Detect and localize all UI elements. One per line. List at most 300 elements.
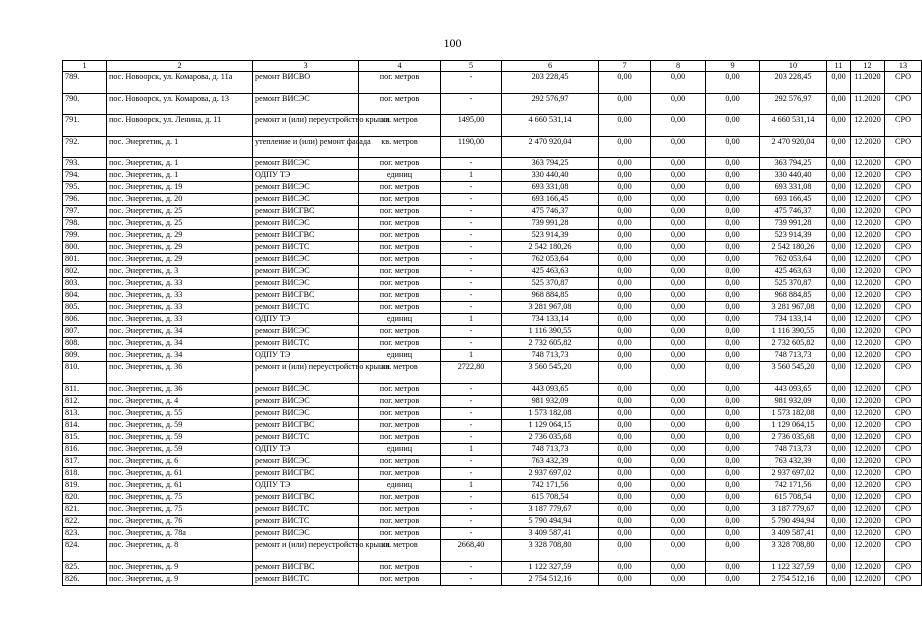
other-cell: 0,00 — [827, 254, 851, 266]
fund-cell: 0,00 — [651, 72, 706, 94]
deadline-cell: 12.2020 — [851, 395, 885, 407]
unit-cell: пог. метров — [359, 242, 441, 254]
fund-cell: 0,00 — [651, 362, 706, 384]
cost-cell: 748 713,73 — [502, 443, 599, 455]
volume-cell: - — [441, 431, 502, 443]
method-cell: СРО — [885, 491, 922, 503]
cost-cell: 615 708,54 — [502, 491, 599, 503]
cost-cell: 203 228,45 — [502, 72, 599, 94]
volume-cell: - — [441, 194, 502, 206]
volume-cell: - — [441, 419, 502, 431]
fund-cell: 0,00 — [599, 158, 651, 170]
fund-cell: 0,00 — [599, 338, 651, 350]
method-cell: СРО — [885, 182, 922, 194]
volume-cell: - — [441, 491, 502, 503]
work-type-cell: ремонт ВИСЭС — [253, 194, 359, 206]
total-cell: 292 576,97 — [760, 93, 827, 115]
volume-cell: 1 — [441, 443, 502, 455]
row-number-cell: 805. — [63, 302, 107, 314]
fund-cell: 0,00 — [706, 479, 760, 491]
fund-cell: 0,00 — [651, 136, 706, 158]
method-cell: СРО — [885, 407, 922, 419]
fund-cell: 0,00 — [706, 467, 760, 479]
table-row — [63, 242, 922, 254]
address-cell: пос. Энергетик, д. 59 — [107, 419, 253, 431]
total-cell: 739 991,28 — [760, 218, 827, 230]
address-cell: пос. Энергетик, д. 33 — [107, 314, 253, 326]
deadline-cell: 12.2020 — [851, 182, 885, 194]
method-cell: СРО — [885, 443, 922, 455]
volume-cell: - — [441, 338, 502, 350]
fund-cell: 0,00 — [706, 503, 760, 515]
total-cell: 2 732 605,82 — [760, 338, 827, 350]
total-cell: 1 122 327,59 — [760, 561, 827, 573]
address-cell: пос. Энергетик, д. 55 — [107, 407, 253, 419]
unit-cell: пог. метров — [359, 527, 441, 539]
volume-cell: - — [441, 72, 502, 94]
fund-cell: 0,00 — [651, 467, 706, 479]
fund-cell: 0,00 — [599, 539, 651, 561]
cost-cell: 762 053,64 — [502, 254, 599, 266]
volume-cell: 1495,00 — [441, 115, 502, 137]
register-table — [62, 60, 922, 586]
table-row — [63, 115, 922, 137]
fund-cell: 0,00 — [599, 93, 651, 115]
row-number-cell: 826. — [63, 573, 107, 585]
address-cell: пос. Энергетик, д. 29 — [107, 254, 253, 266]
cost-cell: 968 884,85 — [502, 290, 599, 302]
address-cell: пос. Энергетик, д. 34 — [107, 326, 253, 338]
deadline-cell: 12.2020 — [851, 278, 885, 290]
other-cell: 0,00 — [827, 395, 851, 407]
fund-cell: 0,00 — [651, 290, 706, 302]
total-cell: 734 133,14 — [760, 314, 827, 326]
deadline-cell: 12.2020 — [851, 266, 885, 278]
row-number-cell: 795. — [63, 182, 107, 194]
row-number-cell: 824. — [63, 539, 107, 561]
row-number-cell: 809. — [63, 350, 107, 362]
total-cell: 330 440,40 — [760, 170, 827, 182]
table-row — [63, 182, 922, 194]
fund-cell: 0,00 — [706, 182, 760, 194]
address-cell: пос. Энергетик, д. 61 — [107, 479, 253, 491]
work-type-cell: ремонт ВИСГВС — [253, 467, 359, 479]
address-cell: пос. Энергетик, д. 1 — [107, 158, 253, 170]
row-number-cell: 792. — [63, 136, 107, 158]
unit-cell: пог. метров — [359, 158, 441, 170]
method-cell: СРО — [885, 206, 922, 218]
fund-cell: 0,00 — [706, 206, 760, 218]
address-cell: пос. Энергетик, д. 20 — [107, 194, 253, 206]
address-cell: пос. Энергетик, д. 59 — [107, 431, 253, 443]
method-cell: СРО — [885, 302, 922, 314]
volume-cell: - — [441, 395, 502, 407]
fund-cell: 0,00 — [651, 314, 706, 326]
volume-cell: - — [441, 290, 502, 302]
volume-cell: - — [441, 383, 502, 395]
deadline-cell: 11.2020 — [851, 93, 885, 115]
other-cell: 0,00 — [827, 503, 851, 515]
total-cell: 3 328 708,80 — [760, 539, 827, 561]
cost-cell: 1 116 390,55 — [502, 326, 599, 338]
row-number-cell: 818. — [63, 467, 107, 479]
volume-cell: - — [441, 242, 502, 254]
table-row — [63, 419, 922, 431]
fund-cell: 0,00 — [599, 230, 651, 242]
table-row — [63, 93, 922, 115]
method-cell: СРО — [885, 326, 922, 338]
row-number-cell: 811. — [63, 383, 107, 395]
fund-cell: 0,00 — [706, 278, 760, 290]
deadline-cell: 12.2020 — [851, 407, 885, 419]
deadline-cell: 12.2020 — [851, 194, 885, 206]
fund-cell: 0,00 — [651, 503, 706, 515]
column-header: 12 — [851, 61, 885, 72]
cost-cell: 2 736 035,68 — [502, 431, 599, 443]
total-cell: 2 736 035,68 — [760, 431, 827, 443]
work-type-cell: ремонт ВИСЭС — [253, 455, 359, 467]
total-cell: 363 794,25 — [760, 158, 827, 170]
work-type-cell: ОДПУ ТЭ — [253, 479, 359, 491]
method-cell: СРО — [885, 431, 922, 443]
row-number-cell: 817. — [63, 455, 107, 467]
total-cell: 742 171,56 — [760, 479, 827, 491]
fund-cell: 0,00 — [706, 431, 760, 443]
fund-cell: 0,00 — [599, 407, 651, 419]
other-cell: 0,00 — [827, 158, 851, 170]
fund-cell: 0,00 — [706, 254, 760, 266]
row-number-cell: 799. — [63, 230, 107, 242]
total-cell: 968 884,85 — [760, 290, 827, 302]
method-cell: СРО — [885, 503, 922, 515]
cost-cell: 363 794,25 — [502, 158, 599, 170]
other-cell: 0,00 — [827, 455, 851, 467]
fund-cell: 0,00 — [651, 407, 706, 419]
table-row — [63, 206, 922, 218]
fund-cell: 0,00 — [706, 93, 760, 115]
table-row — [63, 194, 922, 206]
fund-cell: 0,00 — [599, 362, 651, 384]
fund-cell: 0,00 — [651, 527, 706, 539]
table-row — [63, 561, 922, 573]
fund-cell: 0,00 — [706, 266, 760, 278]
work-type-cell: ремонт ВИСЭС — [253, 278, 359, 290]
deadline-cell: 12.2020 — [851, 230, 885, 242]
fund-cell: 0,00 — [651, 455, 706, 467]
deadline-cell: 12.2020 — [851, 302, 885, 314]
volume-cell: 1 — [441, 170, 502, 182]
work-type-cell: утепление и (или) ремонт фасада — [253, 136, 359, 158]
row-number-cell: 791. — [63, 115, 107, 137]
work-type-cell: ремонт ВИСЭС — [253, 93, 359, 115]
fund-cell: 0,00 — [706, 326, 760, 338]
fund-cell: 0,00 — [651, 182, 706, 194]
table-row — [63, 443, 922, 455]
unit-cell: пог. метров — [359, 431, 441, 443]
volume-cell: - — [441, 467, 502, 479]
work-type-cell: ремонт ВИСЭС — [253, 266, 359, 278]
deadline-cell: 12.2020 — [851, 455, 885, 467]
total-cell: 475 746,37 — [760, 206, 827, 218]
method-cell: СРО — [885, 539, 922, 561]
unit-cell: пог. метров — [359, 182, 441, 194]
total-cell: 693 166,45 — [760, 194, 827, 206]
unit-cell: пог. метров — [359, 395, 441, 407]
fund-cell: 0,00 — [599, 266, 651, 278]
total-cell: 203 228,45 — [760, 72, 827, 94]
other-cell: 0,00 — [827, 338, 851, 350]
deadline-cell: 12.2020 — [851, 431, 885, 443]
column-header: 5 — [441, 61, 502, 72]
work-type-cell: ремонт ВИСГВС — [253, 230, 359, 242]
cost-cell: 2 470 920,04 — [502, 136, 599, 158]
unit-cell: пог. метров — [359, 206, 441, 218]
other-cell: 0,00 — [827, 479, 851, 491]
table-row — [63, 362, 922, 384]
volume-cell: - — [441, 230, 502, 242]
fund-cell: 0,00 — [599, 383, 651, 395]
other-cell: 0,00 — [827, 515, 851, 527]
fund-cell: 0,00 — [651, 395, 706, 407]
deadline-cell: 12.2020 — [851, 136, 885, 158]
deadline-cell: 12.2020 — [851, 326, 885, 338]
fund-cell: 0,00 — [599, 290, 651, 302]
other-cell: 0,00 — [827, 383, 851, 395]
volume-cell: 1 — [441, 479, 502, 491]
work-type-cell: ремонт ВИСЭС — [253, 182, 359, 194]
address-cell: пос. Энергетик, д. 29 — [107, 242, 253, 254]
fund-cell: 0,00 — [599, 479, 651, 491]
fund-cell: 0,00 — [599, 254, 651, 266]
total-cell: 762 053,64 — [760, 254, 827, 266]
address-cell: пос. Энергетик, д. 33 — [107, 278, 253, 290]
work-type-cell: ремонт ВИСГВС — [253, 290, 359, 302]
row-number-cell: 823. — [63, 527, 107, 539]
method-cell: СРО — [885, 93, 922, 115]
deadline-cell: 12.2020 — [851, 479, 885, 491]
row-number-cell: 801. — [63, 254, 107, 266]
address-cell: пос. Энергетик, д. 29 — [107, 230, 253, 242]
address-cell: пос. Энергетик, д. 1 — [107, 136, 253, 158]
volume-cell: - — [441, 206, 502, 218]
other-cell: 0,00 — [827, 302, 851, 314]
fund-cell: 0,00 — [706, 395, 760, 407]
fund-cell: 0,00 — [651, 302, 706, 314]
work-type-cell: ремонт ВИСТС — [253, 431, 359, 443]
fund-cell: 0,00 — [599, 443, 651, 455]
address-cell: пос. Энергетик, д. 8 — [107, 539, 253, 561]
unit-cell: пог. метров — [359, 72, 441, 94]
column-header: 1 — [63, 61, 107, 72]
row-number-cell: 821. — [63, 503, 107, 515]
other-cell: 0,00 — [827, 242, 851, 254]
table-row — [63, 218, 922, 230]
other-cell: 0,00 — [827, 115, 851, 137]
fund-cell: 0,00 — [706, 72, 760, 94]
address-cell: пос. Энергетик, д. 19 — [107, 182, 253, 194]
work-type-cell: ремонт ВИСГВС — [253, 206, 359, 218]
work-type-cell: ремонт ВИСТС — [253, 338, 359, 350]
fund-cell: 0,00 — [706, 455, 760, 467]
address-cell: пос. Энергетик, д. 33 — [107, 302, 253, 314]
column-header: 11 — [827, 61, 851, 72]
cost-cell: 748 713,73 — [502, 350, 599, 362]
method-cell: СРО — [885, 230, 922, 242]
other-cell: 0,00 — [827, 290, 851, 302]
other-cell: 0,00 — [827, 491, 851, 503]
address-cell: пос. Энергетик, д. 9 — [107, 561, 253, 573]
fund-cell: 0,00 — [651, 230, 706, 242]
cost-cell: 2 754 512,16 — [502, 573, 599, 585]
address-cell: пос. Энергетик, д. 34 — [107, 338, 253, 350]
address-cell: пос. Энергетик, д. 78а — [107, 527, 253, 539]
fund-cell: 0,00 — [651, 278, 706, 290]
other-cell: 0,00 — [827, 72, 851, 94]
volume-cell: - — [441, 182, 502, 194]
table-row — [63, 290, 922, 302]
row-number-cell: 822. — [63, 515, 107, 527]
cost-cell: 742 171,56 — [502, 479, 599, 491]
fund-cell: 0,00 — [651, 170, 706, 182]
method-cell: СРО — [885, 350, 922, 362]
cost-cell: 3 560 545,20 — [502, 362, 599, 384]
page-number: 100 — [443, 36, 462, 50]
volume-cell: - — [441, 503, 502, 515]
cost-cell: 739 991,28 — [502, 218, 599, 230]
fund-cell: 0,00 — [651, 350, 706, 362]
address-cell: пос. Энергетик, д. 34 — [107, 350, 253, 362]
unit-cell: кв. метров — [359, 136, 441, 158]
method-cell: СРО — [885, 266, 922, 278]
fund-cell: 0,00 — [599, 326, 651, 338]
fund-cell: 0,00 — [706, 158, 760, 170]
fund-cell: 0,00 — [706, 290, 760, 302]
work-type-cell: ремонт ВИСЭС — [253, 326, 359, 338]
fund-cell: 0,00 — [599, 206, 651, 218]
address-cell: пос. Новоорск, ул. Комарова, д. 11а — [107, 72, 253, 94]
header-row — [63, 61, 922, 72]
fund-cell: 0,00 — [706, 491, 760, 503]
total-cell: 615 708,54 — [760, 491, 827, 503]
cost-cell: 2 732 605,82 — [502, 338, 599, 350]
fund-cell: 0,00 — [599, 302, 651, 314]
method-cell: СРО — [885, 314, 922, 326]
total-cell: 763 432,39 — [760, 455, 827, 467]
method-cell: СРО — [885, 395, 922, 407]
fund-cell: 0,00 — [651, 443, 706, 455]
address-cell: пос. Энергетик, д. 1 — [107, 170, 253, 182]
work-type-cell: ремонт и (или) переустройство крыши — [253, 115, 359, 137]
unit-cell: пог. метров — [359, 254, 441, 266]
method-cell: СРО — [885, 527, 922, 539]
total-cell: 981 932,09 — [760, 395, 827, 407]
unit-cell: пог. метров — [359, 278, 441, 290]
fund-cell: 0,00 — [706, 515, 760, 527]
row-number-cell: 806. — [63, 314, 107, 326]
unit-cell: пог. метров — [359, 326, 441, 338]
fund-cell: 0,00 — [599, 278, 651, 290]
work-type-cell: ремонт ВИСЭС — [253, 383, 359, 395]
table-body — [63, 72, 922, 586]
other-cell: 0,00 — [827, 194, 851, 206]
fund-cell: 0,00 — [599, 515, 651, 527]
method-cell: СРО — [885, 383, 922, 395]
address-cell: пос. Энергетик, д. 33 — [107, 290, 253, 302]
table-row — [63, 527, 922, 539]
cost-cell: 3 409 587,41 — [502, 527, 599, 539]
cost-cell: 2 937 697,02 — [502, 467, 599, 479]
deadline-cell: 12.2020 — [851, 158, 885, 170]
fund-cell: 0,00 — [706, 443, 760, 455]
deadline-cell: 12.2020 — [851, 443, 885, 455]
column-header: 7 — [599, 61, 651, 72]
volume-cell: - — [441, 158, 502, 170]
other-cell: 0,00 — [827, 230, 851, 242]
other-cell: 0,00 — [827, 419, 851, 431]
deadline-cell: 12.2020 — [851, 314, 885, 326]
total-cell: 1 129 064,15 — [760, 419, 827, 431]
unit-cell: пог. метров — [359, 266, 441, 278]
fund-cell: 0,00 — [706, 561, 760, 573]
fund-cell: 0,00 — [706, 218, 760, 230]
deadline-cell: 12.2020 — [851, 338, 885, 350]
table-row — [63, 302, 922, 314]
work-type-cell: ремонт ВИСГВС — [253, 419, 359, 431]
address-cell: пос. Энергетик, д. 75 — [107, 491, 253, 503]
method-cell: СРО — [885, 419, 922, 431]
table-row — [63, 467, 922, 479]
unit-cell: единиц — [359, 443, 441, 455]
fund-cell: 0,00 — [651, 383, 706, 395]
total-cell: 525 370,87 — [760, 278, 827, 290]
total-cell: 2 937 697,02 — [760, 467, 827, 479]
row-number-cell: 797. — [63, 206, 107, 218]
work-type-cell: ремонт ВИСГВС — [253, 491, 359, 503]
unit-cell: пог. метров — [359, 93, 441, 115]
volume-cell: 2722,80 — [441, 362, 502, 384]
other-cell: 0,00 — [827, 314, 851, 326]
cost-cell: 292 576,97 — [502, 93, 599, 115]
other-cell: 0,00 — [827, 407, 851, 419]
method-cell: СРО — [885, 338, 922, 350]
fund-cell: 0,00 — [651, 115, 706, 137]
other-cell: 0,00 — [827, 93, 851, 115]
fund-cell: 0,00 — [599, 395, 651, 407]
method-cell: СРО — [885, 573, 922, 585]
volume-cell: - — [441, 266, 502, 278]
fund-cell: 0,00 — [599, 350, 651, 362]
other-cell: 0,00 — [827, 170, 851, 182]
deadline-cell: 12.2020 — [851, 491, 885, 503]
unit-cell: пог. метров — [359, 503, 441, 515]
fund-cell: 0,00 — [651, 194, 706, 206]
work-type-cell: ремонт ВИСЭС — [253, 407, 359, 419]
fund-cell: 0,00 — [599, 115, 651, 137]
work-type-cell: ремонт ВИСЭС — [253, 218, 359, 230]
other-cell: 0,00 — [827, 350, 851, 362]
unit-cell: пог. метров — [359, 491, 441, 503]
work-type-cell: ремонт и (или) переустройство крыши — [253, 539, 359, 561]
fund-cell: 0,00 — [706, 338, 760, 350]
fund-cell: 0,00 — [599, 561, 651, 573]
row-number-cell: 794. — [63, 170, 107, 182]
fund-cell: 0,00 — [706, 314, 760, 326]
unit-cell: кв. метров — [359, 362, 441, 384]
unit-cell: пог. метров — [359, 419, 441, 431]
cost-cell: 1 129 064,15 — [502, 419, 599, 431]
volume-cell: - — [441, 455, 502, 467]
volume-cell: 1 — [441, 314, 502, 326]
